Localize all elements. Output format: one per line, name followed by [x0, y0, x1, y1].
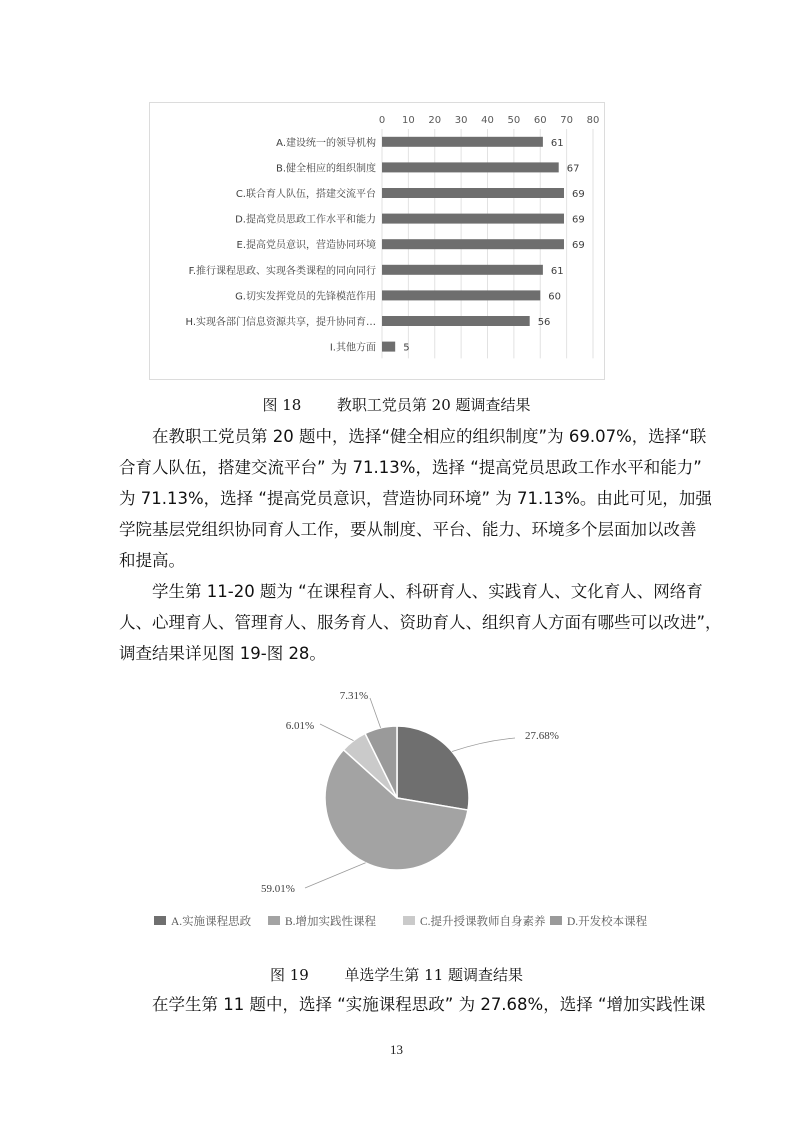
figure-18-number: 图 18	[262, 396, 302, 414]
bar	[382, 290, 540, 300]
pie-slice	[397, 726, 469, 810]
x-tick-label: 60	[533, 115, 547, 126]
bar-chart	[150, 103, 606, 381]
paragraph-2	[119, 576, 722, 669]
figure-18-caption	[0, 394, 793, 415]
leader-line	[370, 698, 381, 728]
legend-label: C.提升授课教师自身素养	[420, 916, 546, 928]
x-tick-label: 50	[507, 115, 521, 126]
legend-swatch	[550, 916, 562, 925]
x-tick-label: 20	[428, 115, 442, 126]
bar-chart-frame	[149, 102, 605, 380]
page-number: 13	[390, 1042, 403, 1057]
bar	[382, 188, 564, 198]
category-label: B.健全相应的组织制度	[275, 163, 376, 175]
data-label: 60	[548, 291, 561, 303]
data-label: 69	[571, 189, 585, 200]
paragraph-1-line: 和提高。	[119, 551, 185, 570]
pie-data-label: 7.31%	[339, 690, 369, 702]
pie-chart-area	[140, 680, 660, 950]
paragraph-2-line: 学生第 11-20 题为 “在课程育人、科研育人、实践育人、文化育人、网络育	[152, 582, 703, 601]
bar-chart-group	[185, 115, 599, 358]
legend-label: A.实施课程思政	[171, 916, 252, 928]
bar	[382, 316, 530, 326]
data-label: 61	[550, 137, 564, 149]
category-label: I.其他方面	[329, 342, 376, 354]
paragraph-1	[119, 421, 712, 576]
data-label: 5	[403, 342, 410, 354]
leader-line	[320, 724, 354, 741]
x-tick-label: 30	[454, 115, 468, 126]
figure-19-caption	[0, 964, 793, 985]
x-tick-label: 80	[586, 115, 600, 126]
pie-chart	[140, 680, 660, 950]
pie-data-label: 27.68%	[525, 730, 559, 742]
legend-swatch	[268, 916, 280, 925]
category-label: A.建设统一的领导机构	[276, 137, 376, 149]
paragraph-1-line: 学院基层党组织协同育人工作，要从制度、平台、能力、环境多个层面加以改善	[119, 520, 697, 539]
paragraph-3-line: 在学生第 11 题中，选择 “实施课程思政” 为 27.68%，选择 “增加实践性课	[152, 995, 706, 1014]
pie-legend	[154, 914, 648, 928]
figure-19-title: 单选学生第 11 题调查结果	[344, 966, 524, 984]
figure-19-number: 图 19	[269, 966, 309, 984]
data-label: 61	[550, 265, 564, 277]
data-label: 56	[537, 317, 551, 328]
bar	[382, 162, 559, 172]
legend-swatch	[154, 916, 166, 925]
data-label: 69	[571, 240, 585, 252]
bar	[382, 214, 564, 224]
category-label: C.联合育人队伍，搭建交流平台	[235, 189, 376, 200]
paragraph-2-line: 调查结果详见图 19-图 28。	[119, 644, 326, 663]
x-tick-label: 0	[378, 115, 386, 126]
category-label: H.实现各部门信息资源共享，提升协同育…	[185, 317, 376, 328]
data-label: 69	[571, 214, 585, 226]
bar	[382, 265, 543, 275]
leader-line	[305, 863, 366, 888]
x-tick-label: 10	[402, 115, 415, 126]
leader-line	[452, 738, 515, 752]
legend-label: B.增加实践性课程	[285, 916, 377, 928]
category-label: G.切实发挥党员的先锋模范作用	[235, 291, 376, 303]
pie-data-label: 59.01%	[261, 883, 295, 895]
legend-swatch	[403, 916, 415, 925]
paragraph-1-line: 为 71.13%，选择 “提高党员意识，营造协同环境” 为 71.13%。由此可见，加强	[119, 489, 712, 508]
category-label: E.提高党员意识，营造协同环境	[236, 240, 376, 252]
bar	[382, 342, 395, 352]
x-tick-label: 40	[481, 115, 494, 126]
figure-18-title: 教职工党员第 20 题调查结果	[336, 396, 531, 414]
category-label: F.推行课程思政、实现各类课程的同向同行	[188, 265, 376, 277]
pie-data-label: 6.01%	[285, 720, 315, 732]
data-label: 67	[566, 163, 580, 175]
paragraph-3	[119, 989, 706, 1020]
paragraph-1-line: 在教职工党员第 20 题中，选择“健全相应的组织制度”为 69.07%，选择“联	[152, 427, 707, 446]
category-label: D.提高党员思政工作水平和能力	[235, 214, 376, 226]
paragraph-2-line: 人、心理育人、管理育人、服务育人、资助育人、组织育人方面有哪些可以改进”，	[119, 613, 722, 632]
pie-group	[261, 690, 559, 895]
bar	[382, 239, 564, 249]
bar	[382, 137, 543, 147]
legend-label: D.开发校本课程	[567, 916, 648, 928]
x-tick-label: 70	[560, 115, 573, 126]
paragraph-1-line: 合育人队伍，搭建交流平台” 为 71.13%，选择 “提高党员思政工作水平和能力”	[119, 458, 702, 477]
